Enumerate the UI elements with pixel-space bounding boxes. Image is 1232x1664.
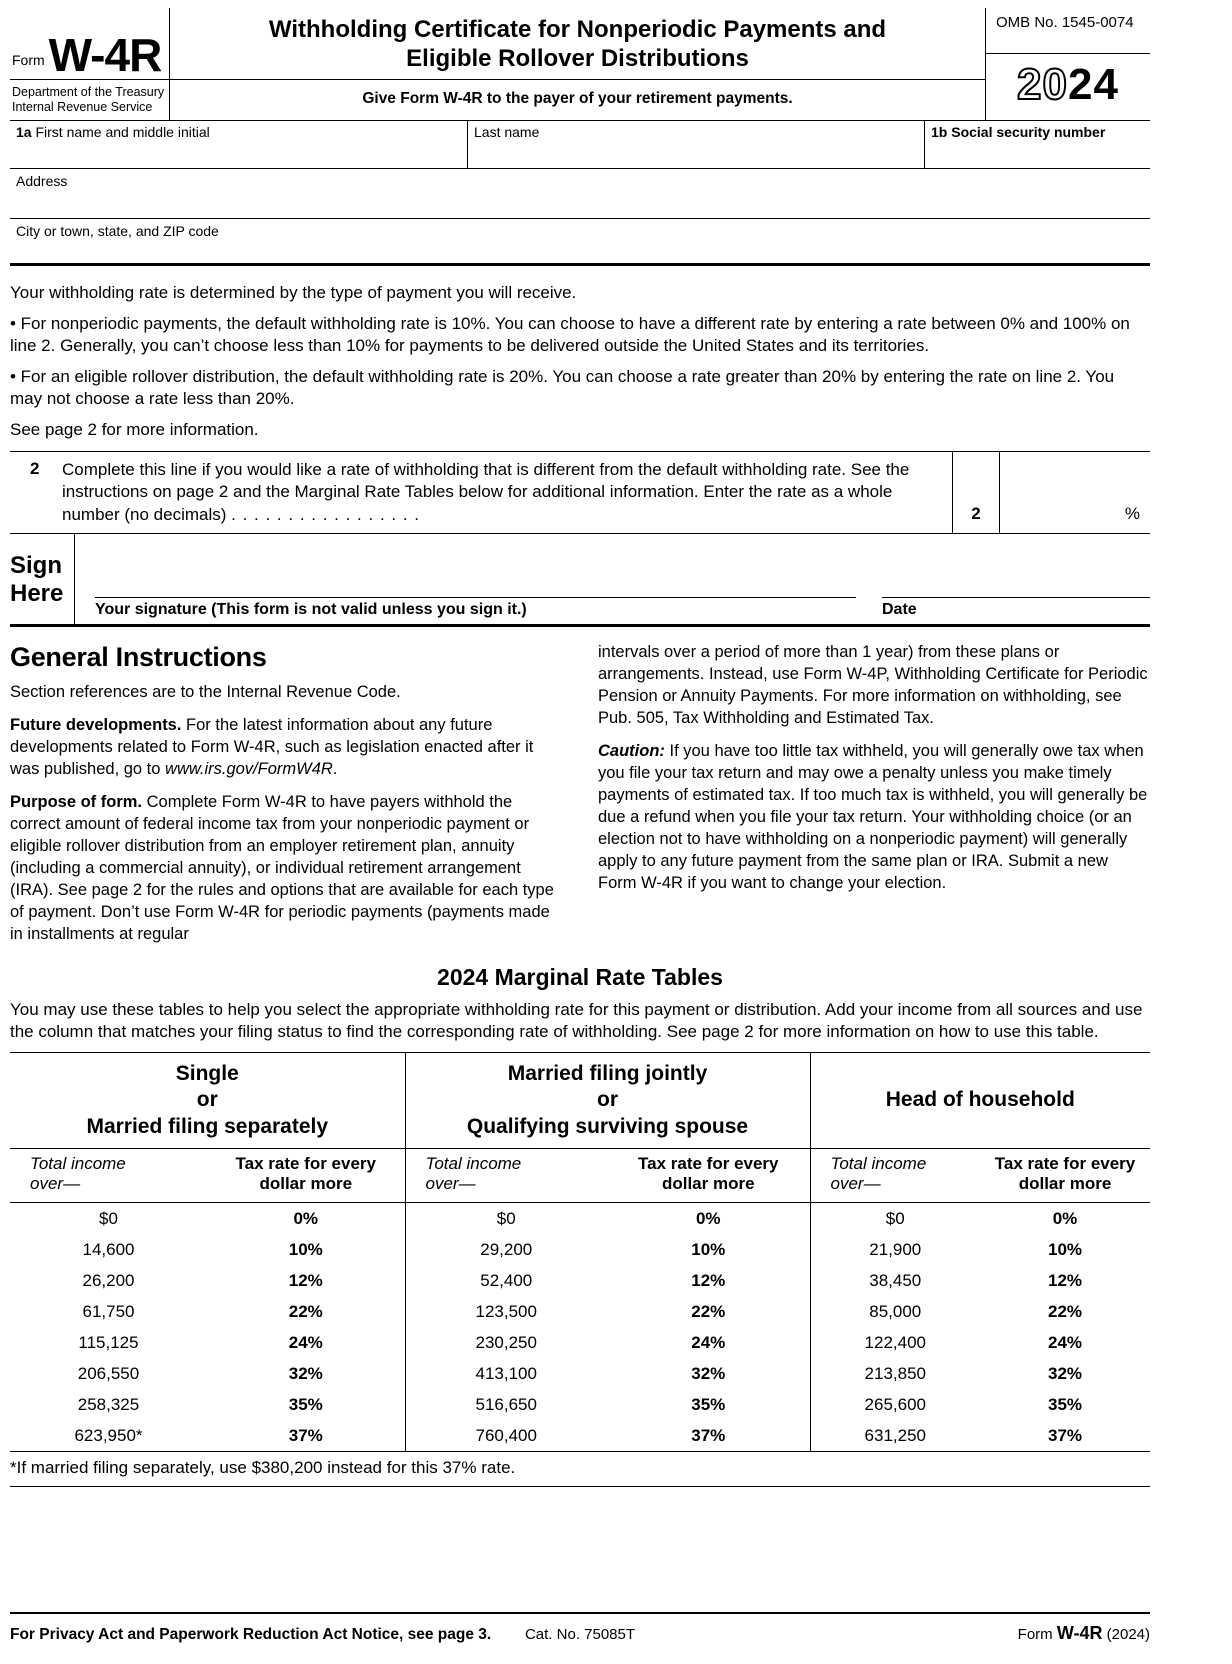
form-word: Form [12, 52, 45, 68]
tax-year [986, 54, 1150, 110]
address-input[interactable] [16, 190, 1144, 212]
footer-form-id: Form W-4R (2024) [1017, 1623, 1150, 1643]
page-footer [10, 1612, 1150, 1644]
general-instructions [10, 627, 1150, 945]
rate-table-row: 206,550 32% 413,100 32% 213,850 32% [10, 1358, 1150, 1389]
future-developments-lead: Future developments. [10, 716, 182, 735]
ssn-cell [925, 121, 1150, 168]
rate-table-row: 61,750 22% 123,500 22% 85,000 22% [10, 1296, 1150, 1327]
income-column-header: Total income over— [10, 1148, 207, 1202]
name-fields-row [10, 121, 1150, 169]
rollover-bullet: • For an eligible rollover distribution, the default withholding rate is 20%. You can choose a rate greater than 20% by entering the rate on line 2. You may not choose a rate less than 20%. [10, 366, 1115, 409]
column-header-row [10, 1148, 1150, 1202]
section-references: Section references are to the Internal Revenue Code. [10, 683, 401, 702]
agency-line-1: Department of the Treasury [12, 85, 165, 99]
withholding-rate-instructions [10, 266, 1150, 442]
form-title-block [170, 8, 985, 120]
form-subtitle: Give Form W-4R to the payer of your retirement payments. [362, 90, 793, 107]
rate-table-row: 115,125 24% 230,250 24% 122,400 24% [10, 1327, 1150, 1358]
first-name-cell [10, 121, 468, 168]
rate-input[interactable] [1006, 498, 1125, 524]
marginal-rate-tables-section [10, 964, 1150, 1487]
form-w4r-page [10, 0, 1150, 1650]
rate-column-header: Tax rate for every dollar more [980, 1148, 1150, 1202]
year-bold-digits: 24 [1068, 60, 1119, 109]
rate-table-row: $0 0% $0 0% $0 0% [10, 1202, 1150, 1234]
rate-entry-cell [1000, 452, 1150, 534]
rate-column-header: Tax rate for every dollar more [607, 1148, 810, 1202]
form-number: W-4R [48, 28, 162, 81]
footer-form-number: W-4R [1056, 1623, 1103, 1643]
instructions-right-column [598, 642, 1150, 945]
ssn-input[interactable] [931, 141, 1144, 163]
address-row [10, 169, 1150, 219]
signature-area [75, 534, 1150, 624]
rate-table-row: 26,200 12% 52,400 12% 38,450 12% [10, 1265, 1150, 1296]
city-label: City or town, state, and ZIP code [16, 223, 219, 239]
income-column-header: Total income over— [810, 1148, 980, 1202]
rate-column-header: Tax rate for every dollar more [207, 1148, 405, 1202]
sign-here-label: Sign Here [10, 534, 75, 624]
date-input[interactable] [882, 558, 1150, 598]
caution-paragraph: Caution: If you have too little tax withheld, you will generally owe tax when you file your tax return and may owe a penalty unless you make timely payments of estimated tax. If too much tax is withheld, you will generally be due a refund when you file your tax return. Your withholding choice (or an election not to have withholding on a nonperiodic payment) will generally apply to any future payment from the same plan or IRA. Submit a new Form W-4R if you want to change your election. [598, 742, 1148, 892]
table-footnote: *If married filing separately, use $380,200 instead for this 37% rate. [10, 1452, 1150, 1487]
address-label: Address [16, 173, 68, 189]
married-jointly-group-header: Married filing jointly or Qualifying surviving spouse [405, 1053, 810, 1149]
form-number-block [10, 8, 169, 80]
purpose-of-form-lead: Purpose of form. [10, 793, 143, 812]
purpose-of-form-paragraph: Purpose of form. Complete Form W-4R to have payers withhold the correct amount of federal income tax from your nonperiodic payment or eligible rollover distribution from an employer retirement plan, annuity (including a commercial annuity), or individual retirement arrangement (IRA). See page 2 for the rules and options that are available for each type of payment. Don’t use Form W-4R for periodic payments (payments made in installments at regular [10, 793, 554, 943]
last-name-cell [468, 121, 925, 168]
intro-paragraph: Your withholding rate is determined by the type of payment you will receive. [10, 283, 577, 302]
last-name-label: Last name [474, 124, 540, 140]
see-page-2-note: See page 2 for more information. [10, 420, 259, 440]
income-column-header: Total income over— [405, 1148, 607, 1202]
irs-url: www.irs.gov/FormW4R [165, 760, 333, 779]
date-field [882, 558, 1150, 619]
form-title-line-1: Withholding Certificate for Nonperiodic Payments and [268, 16, 887, 43]
nonperiodic-bullet: • For nonperiodic payments, the default withholding rate is 10%. You can choose to have a different rate by entering a rate between 0% and 100% on line 2. Generally, you can’t choose less than 10% for payments to be delivered outside the United States and its territories. [10, 313, 1130, 356]
signature-caption: Your signature (This form is not valid unless you sign it.) [95, 601, 527, 619]
line-2-row [10, 451, 1150, 535]
rate-table-row: 14,600 10% 29,200 10% 21,900 10% [10, 1234, 1150, 1265]
marginal-rate-tables-intro: You may use these tables to help you select the appropriate withholding rate for this payment or distribution. Add your income from all sources and use the column that matches your filing status to find the corresponding rate of withholding. See page 2 for more information on how to use this table. [10, 999, 1143, 1042]
single-group-header: Single or Married filing separately [10, 1053, 405, 1149]
form-title-line-2: Eligible Rollover Distributions [406, 44, 749, 72]
sign-here-section [10, 534, 1150, 627]
future-developments-paragraph: Future developments. For the latest information about any future developments related to Form W-4R, such as legislation enacted after it was published, go to www.irs.gov/FormW4R. [10, 716, 534, 779]
line-2-number: 2 [30, 458, 40, 478]
head-of-household-group-header: Head of household [810, 1053, 1150, 1149]
city-row [10, 219, 1150, 266]
omb-number: OMB No. 1545-0074 [986, 8, 1150, 54]
general-instructions-heading: General Instructions [10, 642, 267, 673]
agency-block [10, 80, 169, 120]
form-id-block [10, 8, 170, 120]
date-caption: Date [882, 601, 917, 619]
dot-leader: . . . . . . . . . . . . . . . . . [231, 504, 421, 524]
first-name-input[interactable] [16, 141, 461, 163]
catalog-number: Cat. No. 75085T [524, 1626, 636, 1643]
last-name-input[interactable] [474, 141, 918, 163]
purpose-continuation-paragraph: intervals over a period of more than 1 year) from these plans or arrangements. Instead, use Form W-4P, Withholding Certificate for Periodic Pension or Annuity Payments. For more information on withholding, see Pub. 505, Tax Withholding and Estimated Tax. [598, 643, 1148, 728]
marginal-rate-tables-title: 2024 Marginal Rate Tables [437, 963, 723, 990]
year-outline-digits: 20 [1017, 60, 1068, 109]
percent-sign: % [1124, 504, 1140, 524]
ssn-label: 1b Social security number [931, 124, 1106, 140]
form-header [10, 8, 1150, 121]
filing-status-header-row [10, 1053, 1150, 1149]
omb-year-block [985, 8, 1150, 120]
privacy-act-notice: For Privacy Act and Paperwork Reduction Act Notice, see page 3. [10, 1626, 492, 1643]
agency-line-2: Internal Revenue Service [12, 100, 153, 114]
signature-field [95, 558, 856, 619]
line-2-text: Complete this line if you would like a rate of withholding that is different from the default withholding rate. See the instructions on page 2 and the Marginal Rate Tables below for additional information. Enter the rate as a whole number (no decimals) . . . . . . . . . . . . . . . . . [62, 459, 910, 524]
caution-lead: Caution: [598, 742, 665, 761]
form-title [170, 8, 985, 80]
rate-table-row: 623,950* 37% 760,400 37% 631,250 37% [10, 1420, 1150, 1452]
rate-table-row: 258,325 35% 516,650 35% 265,600 35% [10, 1389, 1150, 1420]
instructions-left-column [10, 642, 562, 945]
line-2-box-label: 2 [952, 452, 1000, 534]
line-1a-number: 1a [16, 124, 32, 140]
signature-input[interactable] [95, 558, 856, 598]
city-input[interactable] [16, 240, 1144, 262]
first-name-label: 1a First name and middle initial [16, 124, 210, 140]
line-1b-number: 1b [931, 124, 948, 140]
marginal-rate-table [10, 1052, 1150, 1452]
